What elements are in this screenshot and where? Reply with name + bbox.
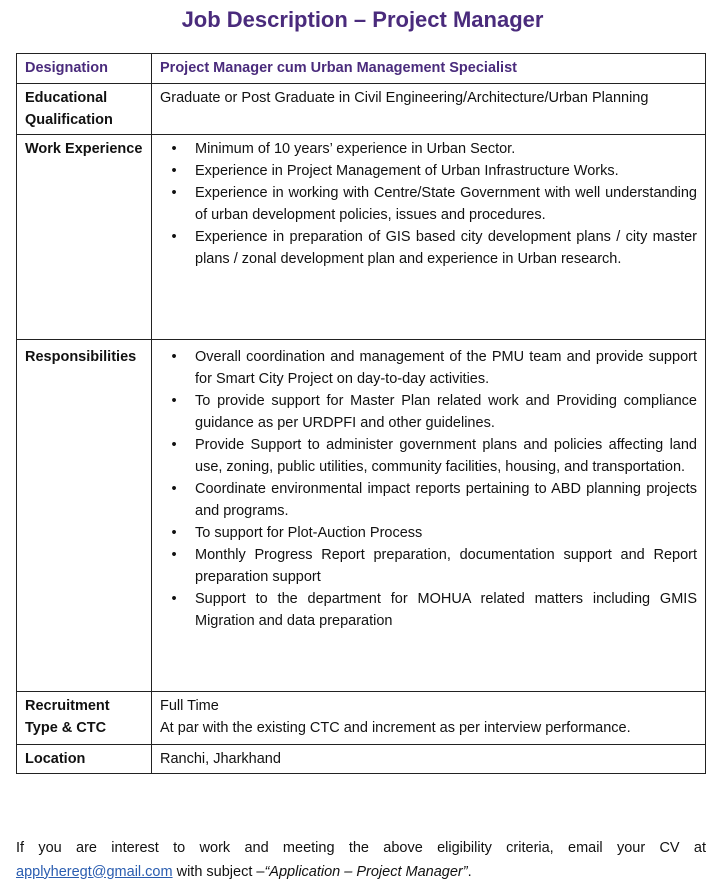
education-label: Educational Qualification: [17, 84, 152, 135]
bullet-icon: •: [171, 525, 177, 541]
responsibility-item-text: Monthly Progress Report preparation, documentation support and Report preparation support: [195, 547, 697, 585]
responsibility-item-text: Provide Support to administer government plans and policies affecting land use, zoning, public utilities, community facilities, housing, and transportation.: [195, 437, 697, 475]
footer-text-mid: with subject –: [176, 863, 265, 880]
list-item: [160, 544, 697, 588]
table-row-location: [17, 745, 706, 774]
footer-text-before: If you are interest to work and meeting the above eligibility criteria, email your CV at: [16, 839, 706, 856]
list-item: [160, 588, 697, 632]
job-description-table: [16, 53, 706, 774]
experience-list: [160, 138, 697, 270]
location-value: Ranchi, Jharkhand: [152, 745, 706, 774]
experience-item-text: Minimum of 10 years’ experience in Urban Sector.: [195, 141, 516, 157]
responsibility-item-text: Support to the department for MOHUA related matters including GMIS Migration and data preparation: [195, 591, 697, 629]
bullet-icon: •: [171, 185, 177, 201]
experience-value: [152, 135, 706, 340]
table-row-experience: [17, 135, 706, 340]
bullet-icon: •: [171, 393, 177, 409]
responsibilities-list: [160, 346, 697, 632]
page-title: Job Description – Project Manager: [181, 7, 544, 32]
bullet-icon: •: [171, 349, 177, 365]
email-link[interactable]: applyheregt@gmail.com: [16, 863, 173, 880]
bullet-icon: •: [171, 163, 177, 179]
experience-label: Work Experience: [17, 135, 152, 340]
bullet-icon: •: [171, 481, 177, 497]
list-item: [160, 160, 697, 182]
location-label: Location: [17, 745, 152, 774]
experience-item-text: Experience in Project Management of Urban Infrastructure Works.: [195, 163, 619, 179]
email-subject: “Application – Project Manager”: [264, 863, 468, 880]
bullet-icon: •: [171, 547, 177, 563]
designation-value: Project Manager cum Urban Management Specialist: [152, 54, 706, 84]
responsibility-item-text: Coordinate environmental impact reports pertaining to ABD planning projects and programs.: [195, 481, 697, 519]
responsibilities-label: Responsibilities: [17, 340, 152, 692]
recruitment-value: [152, 692, 706, 745]
recruitment-ctc: At par with the existing CTC and increment as per interview performance.: [160, 720, 631, 736]
responsibility-item-text: To support for Plot-Auction Process: [195, 525, 423, 541]
experience-item-text: Experience in working with Centre/State Government with well understanding of urban development policies, issues and procedures.: [195, 185, 697, 223]
responsibility-item-text: To provide support for Master Plan related work and Providing compliance guidance as per URDPFI and other guidelines.: [195, 393, 697, 431]
table-row-education: [17, 84, 706, 135]
bullet-icon: •: [171, 141, 177, 157]
table-row-designation: [17, 54, 706, 84]
bullet-icon: •: [171, 229, 177, 245]
list-item: [160, 522, 697, 544]
education-value: Graduate or Post Graduate in Civil Engineering/Architecture/Urban Planning: [152, 84, 706, 135]
list-item: [160, 478, 697, 522]
application-instructions: [16, 836, 706, 884]
list-item: [160, 138, 697, 160]
list-item: [160, 226, 697, 270]
list-item: [160, 182, 697, 226]
recruitment-type: Full Time: [160, 698, 219, 714]
bullet-icon: •: [171, 437, 177, 453]
table-row-responsibilities: [17, 340, 706, 692]
recruitment-label: Recruitment Type & CTC: [17, 692, 152, 745]
list-item: [160, 346, 697, 390]
list-item: [160, 434, 697, 478]
designation-label: Designation: [17, 54, 152, 84]
bullet-icon: •: [171, 591, 177, 607]
list-item: [160, 390, 697, 434]
responsibility-item-text: Overall coordination and management of the PMU team and provide support for Smart City Project on day-to-day activities.: [195, 349, 697, 387]
responsibilities-value: [152, 340, 706, 692]
table-row-recruitment: [17, 692, 706, 745]
footer-text-end: .: [467, 863, 472, 880]
experience-item-text: Experience in preparation of GIS based city development plans / city master plans / zonal development plan and experience in Urban research.: [195, 229, 697, 267]
